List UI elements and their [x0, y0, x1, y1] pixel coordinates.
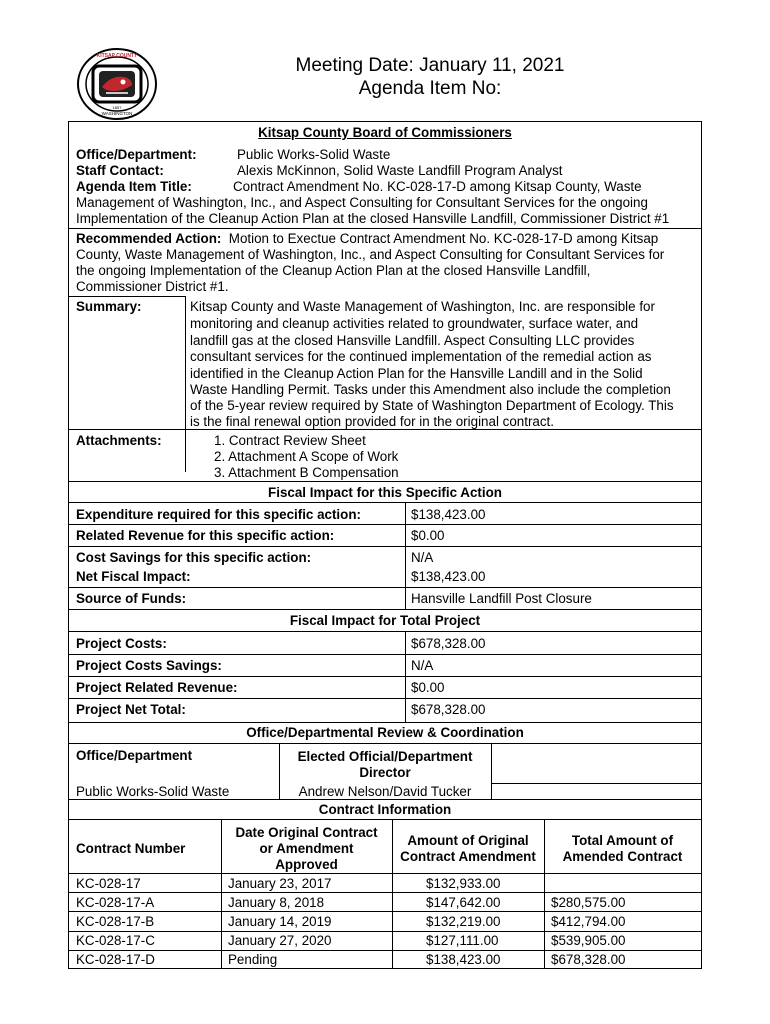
project-row-label: Project Costs Savings: — [76, 658, 222, 673]
fiscal-action-heading: Fiscal Impact for this Specific Action — [268, 485, 502, 500]
review-col2-header: Director — [359, 765, 411, 780]
fiscal-project-heading: Fiscal Impact for Total Project — [289, 613, 481, 628]
contract-row-number: KC-028-17-B — [76, 914, 155, 929]
fiscal-row-value: $138,423.00 — [411, 569, 486, 584]
review-col2-header: Elected Official/Department — [297, 749, 473, 764]
contract-amount-header: Amount of Original — [407, 833, 529, 848]
review-official-value: Andrew Nelson/David Tucker — [298, 784, 472, 799]
fiscal-row-label: Related Revenue for this specific action: — [76, 528, 335, 543]
title-line-2: Management of Washington, Inc., and Aspect Consulting for Consultant Services for the ongoing — [76, 195, 648, 210]
contract-row-date: January 23, 2017 — [228, 876, 332, 891]
summary-line-2: monitoring and cleanup activities related to groundwater, surface water, and — [190, 316, 639, 331]
meeting-date: Meeting Date: January 11, 2021 — [295, 55, 565, 76]
office-label: Office/Department: — [76, 147, 197, 162]
fiscal-row-value: Hansville Landfill Post Closure — [411, 591, 592, 606]
contract-row-number: KC-028-17 — [76, 876, 141, 891]
contract-row-date: Pending — [228, 952, 278, 967]
attachment-item: 2. Attachment A Scope of Work — [214, 449, 399, 464]
fiscal-row-label: Cost Savings for this specific action: — [76, 550, 312, 565]
recommended-line-1: Recommended Action: Motion to Exectue Contract Amendment No. KC-028-17-D among Kitsap — [76, 231, 659, 246]
summary-line-4: consultant services for the continued implementation of the remedial action as — [190, 349, 652, 364]
staff-value: Alexis McKinnon, Solid Waste Landfill Program Analyst — [237, 163, 563, 178]
title-label: Agenda Item Title: — [76, 179, 192, 194]
summary-label: Summary: — [76, 299, 142, 314]
contract-number-header: Contract Number — [76, 841, 186, 856]
contract-row-number: KC-028-17-D — [76, 952, 155, 967]
project-row-value: N/A — [411, 658, 434, 673]
agenda-form — [68, 121, 702, 969]
review-col1-header: Office/Department — [76, 748, 193, 763]
contract-amount-header: Contract Amendment — [400, 849, 536, 864]
project-row-label: Project Net Total: — [76, 702, 186, 717]
attachments-label: Attachments: — [76, 433, 162, 448]
title-line-1: Contract Amendment No. KC-028-17-D among Kitsap County, Waste — [233, 179, 642, 194]
attachment-item: 3. Attachment B Compensation — [214, 465, 399, 480]
contract-row-date: January 14, 2019 — [228, 914, 332, 929]
svg-text:KITSAP COUNTY: KITSAP COUNTY — [96, 53, 138, 59]
contract-row-number: KC-028-17-C — [76, 933, 155, 948]
summary-line-1: Kitsap County and Waste Management of Washington, Inc. are responsible for — [190, 299, 655, 314]
contract-total-header: Amended Contract — [562, 849, 683, 864]
contract-row-date: January 8, 2018 — [228, 895, 325, 910]
staff-label: Staff Contact: — [76, 163, 164, 178]
recommended-line-3: the ongoing Implementation of the Cleanup Action Plan at the closed Hansville Landfill, — [76, 263, 591, 278]
project-row-value: $678,328.00 — [411, 636, 486, 651]
contract-total-header: Total Amount of — [571, 833, 674, 848]
contract-row-amount: $132,933.00 — [426, 876, 501, 891]
fiscal-row-label: Expenditure required for this specific action: — [76, 507, 361, 522]
project-row-label: Project Costs: — [76, 636, 167, 651]
recommended-label: Recommended Action: — [76, 231, 222, 246]
contract-date-header: Date Original Contract — [235, 825, 378, 840]
contract-row-amount: $127,111.00 — [426, 933, 499, 948]
summary-line-3: landfill gas at the closed Hansville Landfill. Aspect Consulting LLC provides — [190, 333, 635, 348]
review-office-value: Public Works-Solid Waste — [76, 784, 230, 799]
svg-text:1857: 1857 — [112, 105, 122, 110]
summary-line-5: identified in the Cleanup Action Plan for the Hansville Landill and in the Solid — [190, 366, 643, 381]
contract-row-amount: $132,219.00 — [426, 914, 501, 929]
fiscal-row-label: Source of Funds: — [76, 591, 187, 606]
recommended-line-2: County, Waste Management of Washington, Inc., and Aspect Consulting for Consultant Services for — [76, 247, 665, 262]
fiscal-row-value: N/A — [411, 550, 434, 565]
contract-row-number: KC-028-17-A — [76, 895, 155, 910]
contract-row-total: $412,794.00 — [551, 914, 626, 929]
contract-heading: Contract Information — [318, 802, 452, 817]
project-row-value: $0.00 — [411, 680, 445, 695]
project-row-label: Project Related Revenue: — [76, 680, 238, 695]
agenda-item-number: Agenda Item No: — [358, 78, 502, 99]
summary-line-8: is the final renewal option provided for in the original contract. — [190, 414, 554, 429]
summary-line-6: Waste Handling Permit. Tasks under this Amendment also include the completion — [190, 382, 671, 397]
board-heading: Kitsap County Board of Commissioners — [258, 125, 512, 140]
svg-text:WASHINGTON: WASHINGTON — [101, 111, 133, 116]
contract-row-total: $678,328.00 — [551, 952, 626, 967]
kitsap-county-seal — [76, 47, 158, 121]
summary-line-7: of the 5-year review required by State of Washington Department of Ecology. This — [190, 398, 674, 413]
contract-date-header: or Amendment — [259, 841, 354, 856]
contract-row-date: January 27, 2020 — [228, 933, 332, 948]
project-row-value: $678,328.00 — [411, 702, 486, 717]
attachment-item: 1. Contract Review Sheet — [214, 433, 366, 448]
fiscal-row-value: $138,423.00 — [411, 507, 486, 522]
contract-date-header: Approved — [275, 857, 338, 872]
title-line-3: Implementation of the Cleanup Action Plan at the closed Hansville Landfill, Commissioner District #1 — [76, 211, 670, 226]
fiscal-row-label: Net Fiscal Impact: — [76, 569, 191, 584]
contract-row-total: $539,905.00 — [551, 933, 626, 948]
contract-row-total: $280,575.00 — [551, 895, 626, 910]
office-value: Public Works-Solid Waste — [237, 147, 391, 162]
contract-row-amount: $138,423.00 — [426, 952, 501, 967]
fiscal-row-value: $0.00 — [411, 528, 445, 543]
recommended-line-4: Commissioner District #1. — [76, 279, 229, 294]
review-heading: Office/Departmental Review & Coordination — [246, 725, 524, 740]
contract-row-amount: $147,642.00 — [426, 895, 501, 910]
